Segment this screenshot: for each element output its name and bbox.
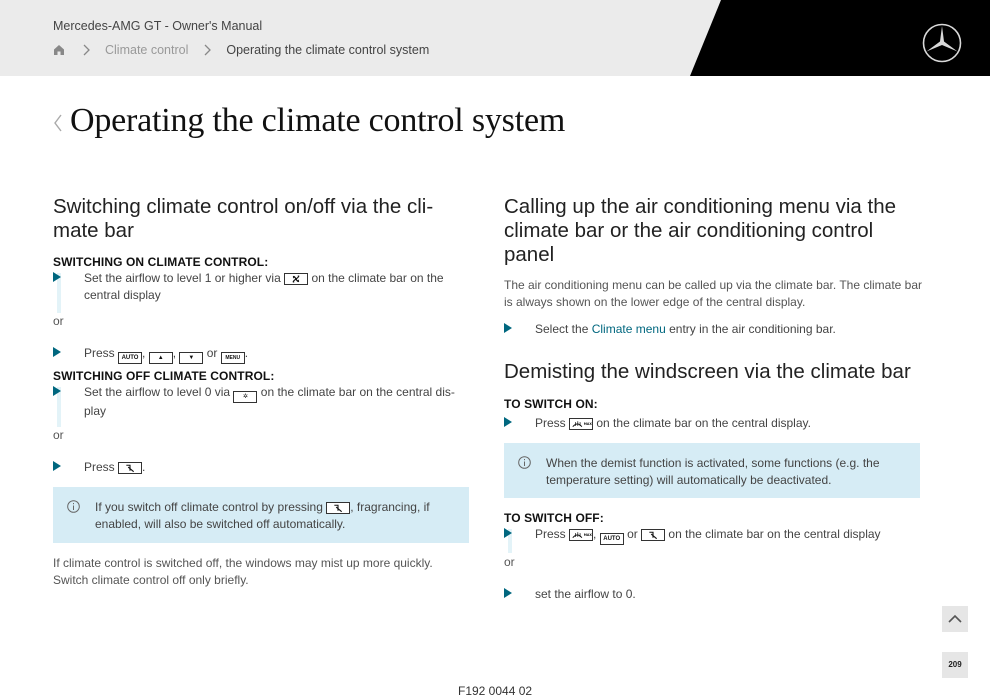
section-heading-ac-menu bbox=[504, 195, 896, 267]
chevron-left-icon[interactable] bbox=[52, 112, 64, 134]
fan-off-icon: ✲ bbox=[233, 391, 257, 403]
chevron-up-icon bbox=[942, 606, 968, 632]
climate-off-icon bbox=[641, 529, 665, 541]
step-text-part: on the climate bar on the bbox=[311, 271, 444, 285]
info-box bbox=[53, 487, 469, 543]
step-item bbox=[504, 415, 924, 432]
heading-line: Calling up the air conditioning menu via the bbox=[504, 195, 897, 218]
up-key-icon: ▲ bbox=[149, 352, 173, 364]
step-text bbox=[84, 384, 474, 420]
play-arrow-icon bbox=[53, 347, 61, 357]
step-item bbox=[53, 384, 473, 418]
step-text-part: Press bbox=[84, 346, 115, 360]
climate-menu-link[interactable]: Climate menu bbox=[591, 322, 666, 336]
or-text: or bbox=[504, 555, 515, 569]
step-text-part: Press bbox=[535, 416, 566, 430]
info-icon bbox=[518, 456, 531, 469]
info-text-part: If you switch off climate control by pressing bbox=[95, 500, 323, 514]
scroll-to-top-button[interactable] bbox=[942, 606, 968, 632]
step-item bbox=[504, 321, 924, 338]
page-number-badge[interactable]: 209 bbox=[942, 652, 968, 678]
climate-off-icon bbox=[118, 462, 142, 474]
step-item bbox=[53, 345, 473, 362]
switching-on-label: SWITCHING ON CLIMATE CONTROL: bbox=[53, 255, 269, 269]
play-arrow-icon bbox=[53, 272, 61, 282]
ac-menu-paragraph bbox=[504, 277, 924, 310]
play-arrow-icon bbox=[504, 417, 512, 427]
info-icon bbox=[67, 500, 80, 513]
heading-line: mate bar bbox=[53, 219, 134, 242]
chevron-right-icon bbox=[81, 44, 91, 56]
step-text-part: Press bbox=[84, 460, 115, 474]
step-text-part: or bbox=[206, 346, 218, 360]
auto-key-icon: AUTO bbox=[600, 533, 624, 545]
step-text-part: Set the airflow to level 0 via bbox=[84, 385, 231, 399]
step-text-part: . bbox=[142, 460, 146, 474]
step-item bbox=[53, 270, 473, 304]
breadcrumb-link-climate-control[interactable]: Climate control bbox=[105, 43, 189, 57]
step-text-part: Select the bbox=[535, 322, 589, 336]
info-text-part: , fragrancing, if bbox=[350, 500, 430, 514]
menu-key-icon: MENU bbox=[221, 352, 245, 364]
step-text-part: on the climate bar on the central display. bbox=[596, 416, 811, 430]
step-text-part: on the climate bar on the central display bbox=[668, 527, 881, 541]
step-text: set the airflow to 0. bbox=[535, 587, 636, 601]
breadcrumb-current: Operating the climate control system bbox=[226, 43, 430, 57]
step-text-part: , bbox=[593, 527, 597, 541]
or-text: or bbox=[53, 314, 64, 328]
step-text-part: central display bbox=[84, 287, 161, 302]
play-arrow-icon bbox=[504, 323, 512, 333]
step-text-part: entry in the air conditioning bar. bbox=[669, 322, 836, 336]
info-box bbox=[504, 443, 920, 498]
step-text-part: Press bbox=[535, 527, 566, 541]
step-text-part: or bbox=[627, 527, 638, 541]
play-arrow-icon bbox=[53, 386, 61, 396]
fan-icon bbox=[284, 273, 308, 285]
paragraph-line: is always shown on the lower edge of the central display. bbox=[504, 294, 806, 309]
paragraph-line: If climate control is switched off, the windows may mist up more quickly. bbox=[53, 556, 433, 570]
step-text bbox=[535, 415, 925, 432]
climate-off-icon bbox=[326, 502, 350, 514]
info-text bbox=[546, 455, 916, 488]
chevron-right-icon bbox=[202, 44, 212, 56]
breadcrumb bbox=[53, 42, 429, 58]
step-item bbox=[53, 459, 473, 476]
step-text-part: Set the airflow to level 1 or higher via bbox=[84, 271, 281, 285]
auto-key-icon: AUTO bbox=[118, 352, 142, 364]
step-text-part: play bbox=[84, 404, 107, 418]
down-key-icon: ▼ bbox=[179, 352, 203, 364]
paragraph-line: Switch climate control off only briefly. bbox=[53, 572, 249, 587]
step-text-part: on the climate bar on the central dis- bbox=[260, 385, 455, 399]
svg-text:MAX: MAX bbox=[583, 421, 592, 426]
switch-off-label: TO SWITCH OFF: bbox=[504, 511, 604, 525]
play-arrow-icon bbox=[504, 588, 512, 598]
step-text bbox=[535, 526, 925, 545]
info-text-part: enabled, will also be switched off automatically. bbox=[95, 516, 346, 531]
svg-text:MAX: MAX bbox=[583, 532, 592, 537]
switch-on-label: TO SWITCH ON: bbox=[504, 397, 598, 411]
switching-off-label: SWITCHING OFF CLIMATE CONTROL: bbox=[53, 369, 275, 383]
figure-code: F192 0044 02 bbox=[458, 684, 533, 698]
step-item bbox=[504, 526, 924, 543]
section-heading-demist: Demisting the windscreen via the climate bar bbox=[504, 360, 911, 383]
step-item bbox=[504, 586, 924, 603]
home-icon[interactable] bbox=[53, 44, 65, 56]
mercedes-star-logo[interactable] bbox=[922, 23, 962, 63]
info-text bbox=[95, 499, 465, 532]
step-text-part: . bbox=[244, 346, 249, 360]
manual-title: Mercedes-AMG GT - Owner's Manual bbox=[53, 19, 263, 33]
step-text bbox=[84, 270, 474, 303]
step-text-part: , bbox=[172, 346, 177, 360]
step-text bbox=[84, 459, 474, 476]
demist-icon bbox=[569, 529, 593, 541]
note-paragraph bbox=[53, 555, 473, 588]
or-text: or bbox=[53, 428, 64, 442]
play-arrow-icon bbox=[53, 461, 61, 471]
page-title: Operating the climate control system bbox=[70, 102, 566, 139]
heading-line: Switching climate control on/off via the cli- bbox=[53, 195, 434, 218]
paragraph-line: The air conditioning menu can be called up via the climate bar. The climate bar bbox=[504, 278, 923, 292]
heading-line: panel bbox=[504, 243, 555, 266]
play-arrow-icon bbox=[504, 528, 512, 538]
step-text bbox=[535, 321, 925, 338]
step-text bbox=[84, 345, 474, 364]
step-text-part: , bbox=[142, 346, 146, 360]
demist-icon bbox=[569, 418, 593, 430]
info-text-line: temperature setting) will automatically be deactivated. bbox=[546, 472, 832, 487]
heading-line: climate bar or the air conditioning control bbox=[504, 219, 874, 242]
info-text-line: When the demist function is activated, some functions (e.g. the bbox=[546, 456, 880, 470]
section-heading-climate-bar bbox=[53, 195, 433, 243]
